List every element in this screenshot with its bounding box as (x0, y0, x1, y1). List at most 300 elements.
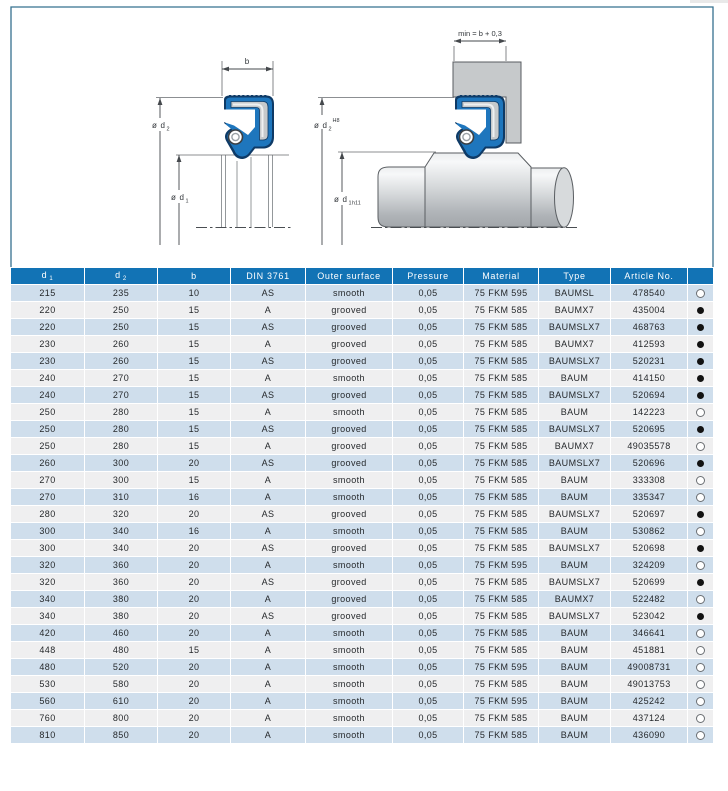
column-header: Article No. (611, 268, 687, 284)
table-cell: BAUM (539, 523, 610, 539)
table-cell: 0,05 (393, 642, 463, 658)
availability-cell (688, 506, 713, 522)
table-cell: 75 FKM 595 (464, 557, 538, 573)
availability-cell (688, 659, 713, 675)
table-cell: 480 (85, 642, 157, 658)
table-cell: 15 (158, 302, 230, 318)
table-cell: smooth (306, 625, 392, 641)
table-row (11, 608, 713, 624)
table-cell: 560 (11, 693, 84, 709)
table-cell: BAUM (539, 625, 610, 641)
table-cell: 75 FKM 585 (464, 455, 538, 471)
svg-text:2: 2 (328, 126, 332, 133)
column-header: b (158, 268, 230, 284)
column-header: DIN 3761 (231, 268, 305, 284)
svg-text:2: 2 (166, 126, 170, 133)
table-cell: 360 (85, 557, 157, 573)
table-cell: grooved (306, 506, 392, 522)
availability-cell (688, 693, 713, 709)
table-cell: 0,05 (393, 489, 463, 505)
table-cell: A (231, 370, 305, 386)
table-row (11, 472, 713, 488)
availability-dot (696, 408, 705, 417)
column-header: Type (539, 268, 610, 284)
availability-cell (688, 676, 713, 692)
table-cell: 75 FKM 585 (464, 523, 538, 539)
table-cell: 0,05 (393, 523, 463, 539)
table-cell: 300 (11, 540, 84, 556)
availability-dot (696, 289, 705, 298)
table-cell: BAUMX7 (539, 438, 610, 454)
table-cell: 220 (11, 319, 84, 335)
table-cell: 75 FKM 585 (464, 642, 538, 658)
availability-cell (688, 421, 713, 437)
availability-cell (688, 370, 713, 386)
table-cell: 20 (158, 727, 230, 743)
table-cell: smooth (306, 710, 392, 726)
column-header: d $_2$ (85, 268, 157, 284)
table-cell: 20 (158, 506, 230, 522)
availability-dot (697, 392, 704, 399)
availability-dot (696, 629, 705, 638)
dim-label-b: b (244, 57, 250, 66)
table-cell: 20 (158, 659, 230, 675)
table-cell: BAUMSL (539, 285, 610, 301)
table-cell: 75 FKM 585 (464, 438, 538, 454)
table-cell: A (231, 642, 305, 658)
table-cell: 230 (11, 353, 84, 369)
table-cell: AS (231, 353, 305, 369)
svg-text:h11: h11 (352, 200, 361, 207)
table-cell: BAUM (539, 489, 610, 505)
table-cell: 16 (158, 523, 230, 539)
table-row (11, 591, 713, 607)
table-cell: 0,05 (393, 319, 463, 335)
column-header: Outer surface (306, 268, 392, 284)
table-cell: 240 (11, 387, 84, 403)
table-cell: A (231, 591, 305, 607)
table-cell: 520231 (611, 353, 687, 369)
table-cell: 75 FKM 595 (464, 285, 538, 301)
table-cell: 20 (158, 557, 230, 573)
availability-dot (697, 460, 704, 467)
table-cell: BAUMSLX7 (539, 608, 610, 624)
table-cell: AS (231, 285, 305, 301)
table-cell: 75 FKM 585 (464, 302, 538, 318)
table-cell: 270 (11, 472, 84, 488)
table-cell: 20 (158, 625, 230, 641)
availability-cell (688, 353, 713, 369)
table-cell: 75 FKM 585 (464, 676, 538, 692)
table-cell: BAUM (539, 710, 610, 726)
table-cell: A (231, 336, 305, 352)
availability-dot (697, 511, 704, 518)
table-row (11, 523, 713, 539)
table-cell: A (231, 472, 305, 488)
table-cell: 0,05 (393, 387, 463, 403)
table-cell: grooved (306, 455, 392, 471)
availability-cell (688, 642, 713, 658)
table-cell: 460 (85, 625, 157, 641)
table-row (11, 727, 713, 743)
table-cell: 280 (85, 404, 157, 420)
table-cell: 436090 (611, 727, 687, 743)
table-cell: 0,05 (393, 455, 463, 471)
table-cell: grooved (306, 353, 392, 369)
table-cell: 75 FKM 585 (464, 710, 538, 726)
table-cell: 448 (11, 642, 84, 658)
technical-drawing (0, 0, 728, 267)
availability-cell (688, 302, 713, 318)
table-cell: AS (231, 455, 305, 471)
table-row (11, 455, 713, 471)
table-cell: 300 (11, 523, 84, 539)
table-cell: 49035578 (611, 438, 687, 454)
column-header: Pressure (393, 268, 463, 284)
table-cell: 250 (11, 438, 84, 454)
table-cell: 760 (11, 710, 84, 726)
column-header (688, 268, 713, 284)
table-cell: 810 (11, 727, 84, 743)
table-cell: 270 (85, 370, 157, 386)
table-row (11, 421, 713, 437)
table-cell: 468763 (611, 319, 687, 335)
table-row (11, 438, 713, 454)
availability-dot (697, 341, 704, 348)
availability-dot (696, 493, 705, 502)
table-cell: 75 FKM 585 (464, 472, 538, 488)
table-cell: 0,05 (393, 625, 463, 641)
availability-dot (697, 579, 704, 586)
availability-dot (697, 613, 704, 620)
availability-dot (696, 595, 705, 604)
table-cell: A (231, 302, 305, 318)
table-cell: 523042 (611, 608, 687, 624)
table-row (11, 489, 713, 505)
table-cell: 75 FKM 585 (464, 608, 538, 624)
table-cell: 75 FKM 585 (464, 625, 538, 641)
table-cell: BAUM (539, 557, 610, 573)
table-cell: grooved (306, 608, 392, 624)
table-cell: 0,05 (393, 285, 463, 301)
scan-edge-artifact (690, 0, 728, 3)
table-cell: BAUM (539, 693, 610, 709)
table-cell: 414150 (611, 370, 687, 386)
table-cell: 270 (85, 387, 157, 403)
table-cell: 522482 (611, 591, 687, 607)
table-cell: 380 (85, 591, 157, 607)
availability-cell (688, 285, 713, 301)
table-cell: AS (231, 506, 305, 522)
table-cell: 250 (11, 404, 84, 420)
table-cell: 235 (85, 285, 157, 301)
table-cell: 0,05 (393, 574, 463, 590)
table-cell: 425242 (611, 693, 687, 709)
table-cell: 520697 (611, 506, 687, 522)
table-cell: grooved (306, 387, 392, 403)
availability-cell (688, 591, 713, 607)
table-row (11, 404, 713, 420)
table-row (11, 710, 713, 726)
table-cell: 435004 (611, 302, 687, 318)
table-cell: 310 (85, 489, 157, 505)
table-cell: A (231, 489, 305, 505)
table-cell: BAUMX7 (539, 591, 610, 607)
table-cell: BAUMX7 (539, 302, 610, 318)
table-cell: 420 (11, 625, 84, 641)
table-cell: 340 (11, 608, 84, 624)
table-cell: AS (231, 421, 305, 437)
table-cell: 0,05 (393, 506, 463, 522)
table-cell: 0,05 (393, 353, 463, 369)
table-cell: 20 (158, 676, 230, 692)
table-cell: 346641 (611, 625, 687, 641)
table-cell: AS (231, 319, 305, 335)
table-cell: AS (231, 608, 305, 624)
table-row (11, 625, 713, 641)
table-cell: 333308 (611, 472, 687, 488)
table-cell: BAUM (539, 370, 610, 386)
table-cell: 580 (85, 676, 157, 692)
table-cell: smooth (306, 659, 392, 675)
table-cell: 412593 (611, 336, 687, 352)
table-cell: smooth (306, 557, 392, 573)
table-row (11, 693, 713, 709)
availability-dot (696, 714, 705, 723)
table-cell: A (231, 693, 305, 709)
table-row (11, 319, 713, 335)
availability-dot (697, 358, 704, 365)
table-cell: 15 (158, 319, 230, 335)
table-cell: A (231, 659, 305, 675)
table-cell: 16 (158, 489, 230, 505)
availability-cell (688, 574, 713, 590)
table-cell: 340 (85, 523, 157, 539)
svg-text:H8: H8 (332, 118, 340, 124)
dim-label-d2-h8: ø (314, 121, 319, 130)
table-cell: 15 (158, 421, 230, 437)
table-cell: 75 FKM 585 (464, 540, 538, 556)
table-cell: 20 (158, 693, 230, 709)
table-cell: 75 FKM 585 (464, 727, 538, 743)
table-cell: 335347 (611, 489, 687, 505)
table-cell: 0,05 (393, 438, 463, 454)
table-cell: BAUMSLX7 (539, 455, 610, 471)
table-row (11, 336, 713, 352)
table-cell: 320 (85, 506, 157, 522)
seal-profile-view (148, 57, 292, 245)
table-row (11, 387, 713, 403)
table-cell: 0,05 (393, 421, 463, 437)
table-cell: 324209 (611, 557, 687, 573)
availability-cell (688, 438, 713, 454)
table-cell: 49013753 (611, 676, 687, 692)
table-cell: smooth (306, 523, 392, 539)
availability-dot (697, 324, 704, 331)
table-cell: BAUMSLX7 (539, 506, 610, 522)
table-cell: 75 FKM 585 (464, 591, 538, 607)
table-cell: 0,05 (393, 693, 463, 709)
availability-dot (696, 697, 705, 706)
table-cell: 520 (85, 659, 157, 675)
table-cell: 380 (85, 608, 157, 624)
table-row (11, 676, 713, 692)
table-cell: 0,05 (393, 659, 463, 675)
table-header-row (11, 268, 713, 284)
shaft (378, 153, 574, 227)
availability-cell (688, 625, 713, 641)
availability-cell (688, 455, 713, 471)
table-cell: 75 FKM 595 (464, 693, 538, 709)
table-cell: 75 FKM 585 (464, 574, 538, 590)
table-cell: grooved (306, 421, 392, 437)
table-cell: 220 (11, 302, 84, 318)
table-row (11, 506, 713, 522)
table-cell: BAUM (539, 659, 610, 675)
table-cell: 15 (158, 642, 230, 658)
table-cell: 451881 (611, 642, 687, 658)
table-cell: 15 (158, 404, 230, 420)
table-row (11, 302, 713, 318)
table-cell: 20 (158, 455, 230, 471)
table-cell: 15 (158, 472, 230, 488)
table-cell: 75 FKM 585 (464, 319, 538, 335)
availability-dot (696, 476, 705, 485)
table-cell: 437124 (611, 710, 687, 726)
availability-dot (697, 307, 704, 314)
table-cell: 850 (85, 727, 157, 743)
svg-text:1: 1 (348, 200, 352, 207)
installed-seal (453, 96, 505, 160)
table-cell: 300 (85, 472, 157, 488)
dim-label-d1-h11: ø (334, 195, 339, 204)
table-cell: A (231, 523, 305, 539)
table-cell: 20 (158, 608, 230, 624)
table-cell: grooved (306, 336, 392, 352)
table-row (11, 540, 713, 556)
availability-dot (696, 527, 705, 536)
table-cell: A (231, 404, 305, 420)
table-cell: 75 FKM 595 (464, 659, 538, 675)
availability-cell (688, 472, 713, 488)
table-cell: 320 (11, 574, 84, 590)
availability-dot (696, 442, 705, 451)
table-cell: 250 (85, 302, 157, 318)
svg-text:d: d (342, 195, 347, 204)
table-cell: BAUM (539, 727, 610, 743)
svg-text:d: d (322, 121, 327, 130)
table-cell: A (231, 557, 305, 573)
table-cell: AS (231, 387, 305, 403)
table-cell: 260 (85, 353, 157, 369)
table-cell: grooved (306, 591, 392, 607)
table-cell: 520699 (611, 574, 687, 590)
table-cell: 0,05 (393, 302, 463, 318)
table-cell: 20 (158, 710, 230, 726)
table-cell: 270 (11, 489, 84, 505)
table-cell: 75 FKM 585 (464, 506, 538, 522)
table-cell: A (231, 727, 305, 743)
table-cell: 15 (158, 353, 230, 369)
table-cell: smooth (306, 489, 392, 505)
table-cell: 15 (158, 387, 230, 403)
table-cell: smooth (306, 285, 392, 301)
table-cell: BAUMX7 (539, 336, 610, 352)
availability-cell (688, 319, 713, 335)
table-cell: 250 (11, 421, 84, 437)
availability-cell (688, 489, 713, 505)
table-cell: grooved (306, 302, 392, 318)
availability-dot (696, 731, 705, 740)
table-cell: 530 (11, 676, 84, 692)
table-cell: 10 (158, 285, 230, 301)
table-cell: 15 (158, 438, 230, 454)
table-cell: AS (231, 574, 305, 590)
table-cell: 75 FKM 585 (464, 421, 538, 437)
table-cell: 75 FKM 585 (464, 370, 538, 386)
table-cell: 340 (85, 540, 157, 556)
table-cell: BAUM (539, 404, 610, 420)
table-cell: 75 FKM 585 (464, 489, 538, 505)
table-cell: 260 (85, 336, 157, 352)
table-cell: 478540 (611, 285, 687, 301)
table-cell: grooved (306, 540, 392, 556)
table-cell: 142223 (611, 404, 687, 420)
table-cell: 530862 (611, 523, 687, 539)
table-cell: grooved (306, 319, 392, 335)
table-cell: 0,05 (393, 404, 463, 420)
table-cell: 480 (11, 659, 84, 675)
availability-dot (697, 375, 704, 382)
table-cell: BAUM (539, 472, 610, 488)
table-row (11, 642, 713, 658)
table-cell: 280 (11, 506, 84, 522)
table-cell: A (231, 676, 305, 692)
availability-dot (697, 545, 704, 552)
table-cell: smooth (306, 693, 392, 709)
table-cell: 75 FKM 585 (464, 404, 538, 420)
table-cell: grooved (306, 438, 392, 454)
table-cell: 520696 (611, 455, 687, 471)
table-cell: 0,05 (393, 540, 463, 556)
table-cell: 0,05 (393, 591, 463, 607)
table-cell: 360 (85, 574, 157, 590)
table-cell: 280 (85, 421, 157, 437)
table-cell: 75 FKM 585 (464, 387, 538, 403)
table-cell: BAUMSLX7 (539, 540, 610, 556)
table-cell: smooth (306, 676, 392, 692)
table-cell: AS (231, 540, 305, 556)
table-row (11, 285, 713, 301)
table-cell: 520694 (611, 387, 687, 403)
table-cell: A (231, 625, 305, 641)
table-cell: 0,05 (393, 557, 463, 573)
table-cell: 240 (11, 370, 84, 386)
table-cell: smooth (306, 404, 392, 420)
dim-label-d2: ø (152, 121, 157, 130)
table-cell: 520698 (611, 540, 687, 556)
table-row (11, 353, 713, 369)
table-cell: smooth (306, 642, 392, 658)
table-cell: 0,05 (393, 336, 463, 352)
table-cell: 250 (85, 319, 157, 335)
availability-cell (688, 523, 713, 539)
table-cell: 0,05 (393, 370, 463, 386)
column-header: d $_1$ (11, 268, 84, 284)
table-cell: BAUMSLX7 (539, 421, 610, 437)
availability-cell (688, 387, 713, 403)
table-cell: 20 (158, 591, 230, 607)
